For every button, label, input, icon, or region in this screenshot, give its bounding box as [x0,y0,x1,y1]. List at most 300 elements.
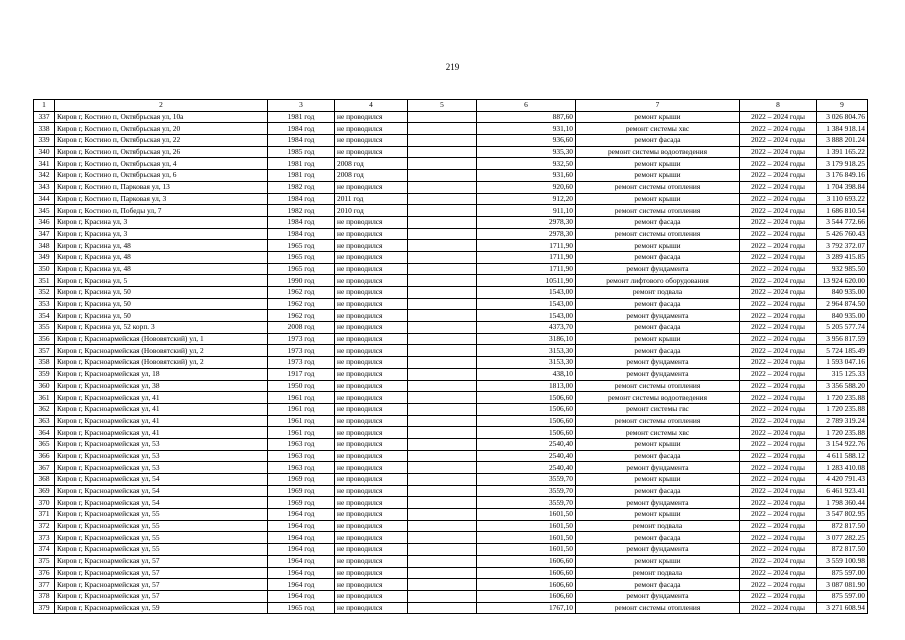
build-year-cell: 1961 год [268,403,335,415]
build-year-cell: 1965 год [268,602,335,614]
area-cell: 1543,00 [477,287,576,299]
area-cell: 3153,30 [477,345,576,357]
table-row [34,216,868,228]
build-year-cell: 1981 год [268,158,335,170]
work-type-cell: ремонт системы гвс [576,403,740,415]
row-number-cell: 340 [34,146,55,158]
row-number-cell: 369 [34,485,55,497]
last-repair-cell: 2008 год [335,158,408,170]
last-repair-cell: не проводился [335,298,408,310]
work-type-cell: ремонт фасада [576,450,740,462]
work-type-cell: ремонт фундамента [576,263,740,275]
last-repair-cell: не проводился [335,403,408,415]
empty-cell [408,170,477,182]
last-repair-cell: не проводился [335,345,408,357]
row-number-cell: 344 [34,193,55,205]
row-number-cell: 356 [34,333,55,345]
area-cell: 1606,60 [477,555,576,567]
table-row [34,392,868,404]
cost-cell: 840 935.00 [817,310,868,322]
last-repair-cell: не проводился [335,135,408,147]
cost-cell: 932 985.50 [817,263,868,275]
last-repair-cell: не проводился [335,240,408,252]
empty-cell [408,392,477,404]
table-row [34,509,868,521]
address-cell: Киров г, Красноармейская ул, 18 [55,368,268,380]
row-number-cell: 337 [34,111,55,123]
build-year-cell: 1950 год [268,380,335,392]
table-row [34,357,868,369]
work-type-cell: ремонт системы отопления [576,415,740,427]
empty-cell [408,135,477,147]
work-type-cell: ремонт системы отопления [576,181,740,193]
area-cell: 10511,90 [477,275,576,287]
area-cell: 920,60 [477,181,576,193]
last-repair-cell: 2008 год [335,170,408,182]
build-year-cell: 1990 год [268,275,335,287]
row-number-cell: 347 [34,228,55,240]
period-cell: 2022 – 2024 годы [740,579,817,591]
build-year-cell: 1965 год [268,251,335,263]
work-type-cell: ремонт фасада [576,345,740,357]
build-year-cell: 1961 год [268,415,335,427]
area-cell: 1711,90 [477,251,576,263]
work-type-cell: ремонт крыши [576,555,740,567]
last-repair-cell: не проводился [335,450,408,462]
column-header: 8 [740,100,817,112]
table-row [34,579,868,591]
build-year-cell: 1964 год [268,544,335,556]
last-repair-cell: не проводился [335,123,408,135]
address-cell: Киров г, Красина ул, 50 [55,287,268,299]
build-year-cell: 1964 год [268,532,335,544]
cost-cell: 3 179 918.25 [817,158,868,170]
row-number-cell: 362 [34,403,55,415]
build-year-cell: 1984 год [268,216,335,228]
last-repair-cell: не проводился [335,251,408,263]
address-cell: Киров г, Костино п, Октябрьская ул, 10а [55,111,268,123]
area-cell: 931,60 [477,170,576,182]
last-repair-cell: не проводился [335,216,408,228]
build-year-cell: 1973 год [268,345,335,357]
empty-cell [408,380,477,392]
address-cell: Киров г, Красноармейская ул, 55 [55,520,268,532]
work-type-cell: ремонт фасада [576,298,740,310]
table-row [34,474,868,486]
table-row [34,345,868,357]
period-cell: 2022 – 2024 годы [740,310,817,322]
period-cell: 2022 – 2024 годы [740,240,817,252]
empty-cell [408,158,477,170]
work-type-cell: ремонт крыши [576,111,740,123]
last-repair-cell: не проводился [335,228,408,240]
period-cell: 2022 – 2024 годы [740,544,817,556]
build-year-cell: 1981 год [268,111,335,123]
cost-cell: 1 720 235.88 [817,392,868,404]
cost-cell: 1 720 235.88 [817,403,868,415]
cost-cell: 5 724 185.49 [817,345,868,357]
address-cell: Киров г, Красина ул, 50 [55,298,268,310]
cost-cell: 1 384 918.14 [817,123,868,135]
row-number-cell: 350 [34,263,55,275]
build-year-cell: 1963 год [268,462,335,474]
table-row [34,170,868,182]
row-number-cell: 360 [34,380,55,392]
address-cell: Киров г, Костино п, Победы ул, 7 [55,205,268,217]
area-cell: 3153,30 [477,357,576,369]
last-repair-cell: не проводился [335,263,408,275]
cost-cell: 315 125.33 [817,368,868,380]
empty-cell [408,602,477,614]
row-number-cell: 373 [34,532,55,544]
table-row [34,520,868,532]
work-type-cell: ремонт крыши [576,158,740,170]
address-cell: Киров г, Красноармейская ул, 53 [55,462,268,474]
last-repair-cell: не проводился [335,602,408,614]
table-row [34,287,868,299]
table-row [34,602,868,614]
work-type-cell: ремонт подвала [576,567,740,579]
last-repair-cell: не проводился [335,485,408,497]
address-cell: Киров г, Красноармейская ул, 41 [55,392,268,404]
cost-cell: 3 356 588.20 [817,380,868,392]
table-row [34,380,868,392]
table-row [34,205,868,217]
cost-cell: 872 817.50 [817,544,868,556]
cost-cell: 6 461 923.41 [817,485,868,497]
row-number-cell: 372 [34,520,55,532]
build-year-cell: 1917 год [268,368,335,380]
empty-cell [408,181,477,193]
column-header: 5 [408,100,477,112]
row-number-cell: 370 [34,497,55,509]
build-year-cell: 1984 год [268,135,335,147]
address-cell: Киров г, Красина ул, 5 [55,275,268,287]
last-repair-cell: не проводился [335,357,408,369]
address-cell: Киров г, Красноармейская (Нововятский) ул, 2 [55,345,268,357]
empty-cell [408,111,477,123]
last-repair-cell: 2010 год [335,205,408,217]
address-cell: Киров г, Красноармейская ул, 57 [55,555,268,567]
last-repair-cell: не проводился [335,509,408,521]
row-number-cell: 358 [34,357,55,369]
work-type-cell: ремонт подвала [576,287,740,299]
table-row [34,555,868,567]
row-number-cell: 364 [34,427,55,439]
table-row [34,544,868,556]
empty-cell [408,403,477,415]
row-number-cell: 353 [34,298,55,310]
area-cell: 1506,60 [477,415,576,427]
column-header: 9 [817,100,868,112]
work-type-cell: ремонт фундамента [576,590,740,602]
work-type-cell: ремонт фундамента [576,462,740,474]
table-row [34,263,868,275]
empty-cell [408,310,477,322]
build-year-cell: 1964 год [268,579,335,591]
table-row [34,427,868,439]
area-cell: 1711,90 [477,263,576,275]
address-cell: Киров г, Костино п, Октябрьская ул, 4 [55,158,268,170]
empty-cell [408,532,477,544]
row-number-cell: 352 [34,287,55,299]
last-repair-cell: 2011 год [335,193,408,205]
cost-cell: 1 593 047.16 [817,357,868,369]
work-type-cell: ремонт системы водоотведения [576,392,740,404]
last-repair-cell: не проводился [335,567,408,579]
address-cell: Киров г, Красноармейская ул, 55 [55,509,268,521]
build-year-cell: 1984 год [268,123,335,135]
empty-cell [408,205,477,217]
cost-cell: 3 956 817.59 [817,333,868,345]
period-cell: 2022 – 2024 годы [740,275,817,287]
period-cell: 2022 – 2024 годы [740,263,817,275]
address-cell: Киров г, Красина ул, 48 [55,240,268,252]
cost-cell: 5 426 760.43 [817,228,868,240]
table-row [34,240,868,252]
last-repair-cell: не проводился [335,275,408,287]
empty-cell [408,450,477,462]
period-cell: 2022 – 2024 годы [740,123,817,135]
address-cell: Киров г, Красина ул, 3 [55,228,268,240]
empty-cell [408,251,477,263]
empty-cell [408,228,477,240]
build-year-cell: 1969 год [268,485,335,497]
area-cell: 932,50 [477,158,576,170]
period-cell: 2022 – 2024 годы [740,216,817,228]
build-year-cell: 1965 год [268,240,335,252]
build-year-cell: 1982 год [268,181,335,193]
period-cell: 2022 – 2024 годы [740,474,817,486]
address-cell: Киров г, Красноармейская ул, 55 [55,544,268,556]
table-row [34,298,868,310]
column-header: 2 [55,100,268,112]
cost-cell: 1 283 410.08 [817,462,868,474]
work-type-cell: ремонт фасада [576,579,740,591]
address-cell: Киров г, Костино п, Парковая ул, 13 [55,181,268,193]
cost-cell: 3 289 415.85 [817,251,868,263]
period-cell: 2022 – 2024 годы [740,567,817,579]
build-year-cell: 2008 год [268,322,335,334]
address-cell: Киров г, Костино п, Октябрьская ул, 26 [55,146,268,158]
address-cell: Киров г, Костино п, Октябрьская ул, 20 [55,123,268,135]
last-repair-cell: не проводился [335,438,408,450]
work-type-cell: ремонт фасада [576,485,740,497]
cost-cell: 5 205 577.74 [817,322,868,334]
area-cell: 2540,40 [477,462,576,474]
area-cell: 2978,30 [477,216,576,228]
row-number-cell: 366 [34,450,55,462]
build-year-cell: 1964 год [268,590,335,602]
area-cell: 1606,60 [477,567,576,579]
table-row [34,111,868,123]
last-repair-cell: не проводился [335,181,408,193]
last-repair-cell: не проводился [335,474,408,486]
build-year-cell: 1961 год [268,427,335,439]
table-row [34,462,868,474]
last-repair-cell: не проводился [335,520,408,532]
empty-cell [408,544,477,556]
address-cell: Киров г, Красина ул, 3 [55,216,268,228]
cost-cell: 1 391 165.22 [817,146,868,158]
period-cell: 2022 – 2024 годы [740,322,817,334]
area-cell: 1601,50 [477,544,576,556]
area-cell: 1606,60 [477,579,576,591]
row-number-cell: 361 [34,392,55,404]
period-cell: 2022 – 2024 годы [740,135,817,147]
empty-cell [408,462,477,474]
address-cell: Киров г, Красноармейская ул, 54 [55,497,268,509]
empty-cell [408,474,477,486]
period-cell: 2022 – 2024 годы [740,146,817,158]
cost-cell: 13 924 620.00 [817,275,868,287]
table-row [34,368,868,380]
address-cell: Киров г, Красина ул, 48 [55,251,268,263]
period-cell: 2022 – 2024 годы [740,193,817,205]
work-type-cell: ремонт фасада [576,216,740,228]
work-type-cell: ремонт фундамента [576,310,740,322]
empty-cell [408,123,477,135]
row-number-cell: 357 [34,345,55,357]
build-year-cell: 1962 год [268,287,335,299]
period-cell: 2022 – 2024 годы [740,380,817,392]
row-number-cell: 374 [34,544,55,556]
table-row [34,590,868,602]
period-cell: 2022 – 2024 годы [740,368,817,380]
address-cell: Киров г, Красноармейская ул, 57 [55,579,268,591]
area-cell: 3559,70 [477,497,576,509]
build-year-cell: 1984 год [268,193,335,205]
table-row [34,181,868,193]
last-repair-cell: не проводился [335,368,408,380]
period-cell: 2022 – 2024 годы [740,392,817,404]
cost-cell: 3 792 372.07 [817,240,868,252]
row-number-cell: 348 [34,240,55,252]
row-number-cell: 379 [34,602,55,614]
work-type-cell: ремонт системы хвс [576,427,740,439]
empty-cell [408,520,477,532]
last-repair-cell: не проводился [335,111,408,123]
work-type-cell: ремонт системы отопления [576,205,740,217]
empty-cell [408,240,477,252]
last-repair-cell: не проводился [335,392,408,404]
address-cell: Киров г, Красина ул, 50 [55,310,268,322]
row-number-cell: 376 [34,567,55,579]
work-type-cell: ремонт фундамента [576,368,740,380]
period-cell: 2022 – 2024 годы [740,462,817,474]
period-cell: 2022 – 2024 годы [740,532,817,544]
work-type-cell: ремонт системы отопления [576,380,740,392]
table-row [34,415,868,427]
repair-schedule-table [33,99,868,614]
table-row [34,567,868,579]
empty-cell [408,216,477,228]
empty-cell [408,263,477,275]
period-cell: 2022 – 2024 годы [740,485,817,497]
cost-cell: 1 798 360.44 [817,497,868,509]
address-cell: Киров г, Красина ул, 48 [55,263,268,275]
area-cell: 4373,70 [477,322,576,334]
table-row [34,450,868,462]
last-repair-cell: не проводился [335,287,408,299]
work-type-cell: ремонт лифтового оборудования [576,275,740,287]
period-cell: 2022 – 2024 годы [740,497,817,509]
period-cell: 2022 – 2024 годы [740,251,817,263]
build-year-cell: 1964 год [268,520,335,532]
work-type-cell: ремонт фасада [576,532,740,544]
row-number-cell: 338 [34,123,55,135]
row-number-cell: 342 [34,170,55,182]
last-repair-cell: не проводился [335,590,408,602]
build-year-cell: 1963 год [268,438,335,450]
work-type-cell: ремонт фасада [576,322,740,334]
cost-cell: 3 077 282.25 [817,532,868,544]
area-cell: 935,30 [477,146,576,158]
row-number-cell: 359 [34,368,55,380]
table-row [34,438,868,450]
table-row [34,497,868,509]
empty-cell [408,415,477,427]
cost-cell: 875 597.00 [817,567,868,579]
build-year-cell: 1984 год [268,228,335,240]
period-cell: 2022 – 2024 годы [740,403,817,415]
work-type-cell: ремонт крыши [576,240,740,252]
empty-cell [408,345,477,357]
area-cell: 3559,70 [477,485,576,497]
last-repair-cell: не проводился [335,579,408,591]
period-cell: 2022 – 2024 годы [740,158,817,170]
cost-cell: 840 935.00 [817,287,868,299]
table-row [34,158,868,170]
row-number-cell: 365 [34,438,55,450]
work-type-cell: ремонт фундамента [576,357,740,369]
cost-cell: 4 420 791.43 [817,474,868,486]
address-cell: Киров г, Красноармейская ул, 57 [55,590,268,602]
last-repair-cell: не проводился [335,462,408,474]
column-header: 4 [335,100,408,112]
period-cell: 2022 – 2024 годы [740,520,817,532]
cost-cell: 872 817.50 [817,520,868,532]
empty-cell [408,193,477,205]
build-year-cell: 1964 год [268,509,335,521]
table-row [34,135,868,147]
period-cell: 2022 – 2024 годы [740,298,817,310]
table-row [34,146,868,158]
build-year-cell: 1965 год [268,263,335,275]
address-cell: Киров г, Красноармейская (Нововятский) ул, 2 [55,357,268,369]
work-type-cell: ремонт системы водоотведения [576,146,740,158]
area-cell: 1601,50 [477,509,576,521]
empty-cell [408,555,477,567]
period-cell: 2022 – 2024 годы [740,590,817,602]
area-cell: 438,10 [477,368,576,380]
empty-cell [408,579,477,591]
address-cell: Киров г, Красноармейская ул, 57 [55,567,268,579]
empty-cell [408,368,477,380]
last-repair-cell: не проводился [335,544,408,556]
address-cell: Киров г, Красноармейская ул, 54 [55,485,268,497]
build-year-cell: 1985 год [268,146,335,158]
cost-cell: 1 704 398.84 [817,181,868,193]
cost-cell: 3 271 608.94 [817,602,868,614]
area-cell: 3559,70 [477,474,576,486]
area-cell: 3186,10 [477,333,576,345]
area-cell: 1601,50 [477,532,576,544]
last-repair-cell: не проводился [335,427,408,439]
last-repair-cell: не проводился [335,555,408,567]
period-cell: 2022 – 2024 годы [740,357,817,369]
table-row [34,123,868,135]
